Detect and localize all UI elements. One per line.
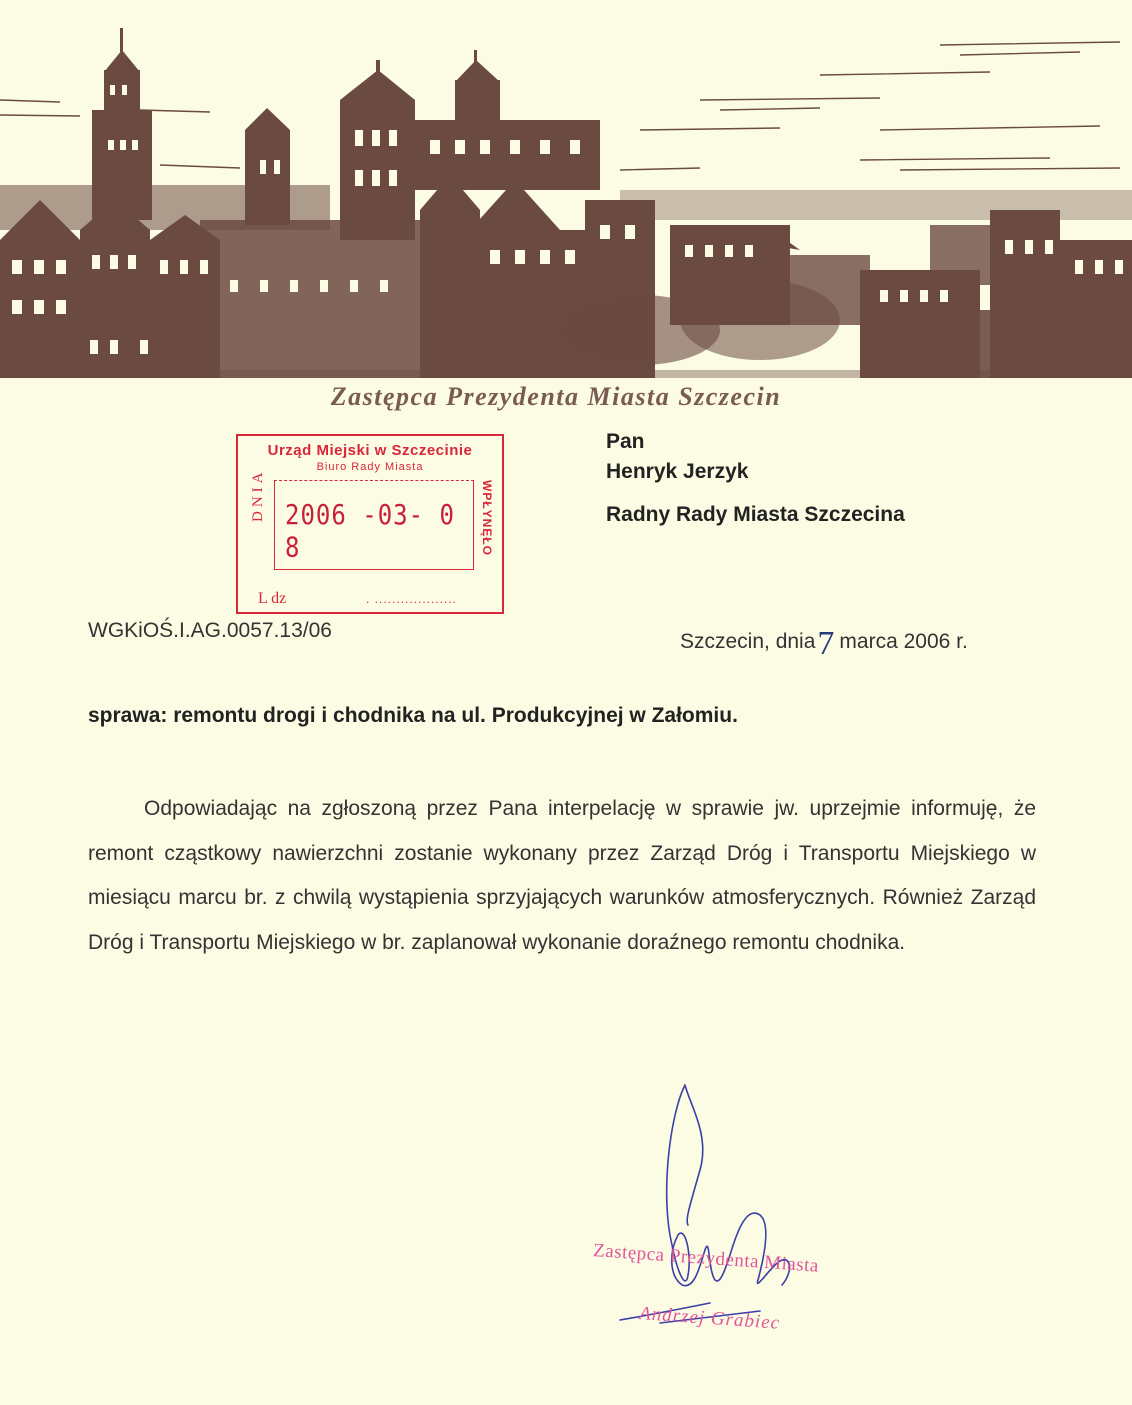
- handwritten-day: 7: [817, 625, 835, 662]
- received-stamp: [236, 434, 504, 614]
- artist-mark: 48-85: [1040, 367, 1061, 376]
- stamp-side-label-right: WPŁYNĘŁO: [480, 480, 494, 556]
- addressee-salutation: Pan: [606, 430, 645, 453]
- stamp-office-name: Urząd Miejski w Szczecinie: [267, 442, 473, 459]
- stamp-date-box: [274, 480, 474, 570]
- addressee-name: Henryk Jerzyk: [606, 460, 749, 483]
- signature-stamp-title: Zastępca Prezydenta Miasta: [592, 1240, 820, 1277]
- letter-body: [88, 787, 1036, 965]
- stamp-side-label-left: DNIA: [250, 468, 266, 522]
- letterhead-title-text: Zastępca Prezydenta Miasta Szczecin: [330, 382, 782, 411]
- place-date-suffix: marca 2006 r.: [839, 630, 968, 653]
- addressee-role: Radny Rady Miasta Szczecina: [606, 503, 905, 526]
- letterhead-title: [0, 382, 1132, 412]
- reference-number: WGKiOŚ.I.AG.0057.13/06: [88, 619, 332, 642]
- stamp-registry-field: . ...................: [366, 592, 458, 606]
- letterhead-skyline-illustration: [0, 0, 1132, 378]
- handwritten-signature: [560, 1075, 890, 1345]
- stamp-department: Biuro Rady Miasta: [316, 461, 424, 473]
- place-and-date: [680, 619, 968, 662]
- stamp-date: 2006 -03- 0 8: [285, 498, 455, 564]
- letter-subject: sprawa: remontu drogi i chodnika na ul. Produkcyjnej w Załomiu.: [88, 704, 738, 727]
- body-paragraph: Odpowiadając na zgłoszoną przez Pana interpelację w sprawie jw. uprzejmie informuję, że remont cząstkowy nawierzchni zostanie wykonany przez Zarząd Dróg i Transportu Miejskiego w miesiącu marcu br. z chwilą wystąpienia sprzyjających warunków atmosferycznych. Również Zarząd Dróg i Transportu Miejskiego w br. zaplanował wykonanie doraźnego remontu chodnika.: [88, 797, 1036, 954]
- signature-stamp-name: Andrzej Grabiec: [638, 1303, 781, 1334]
- stamp-registry-label: L dz: [258, 590, 287, 607]
- place-date-prefix: Szczecin, dnia: [680, 630, 816, 653]
